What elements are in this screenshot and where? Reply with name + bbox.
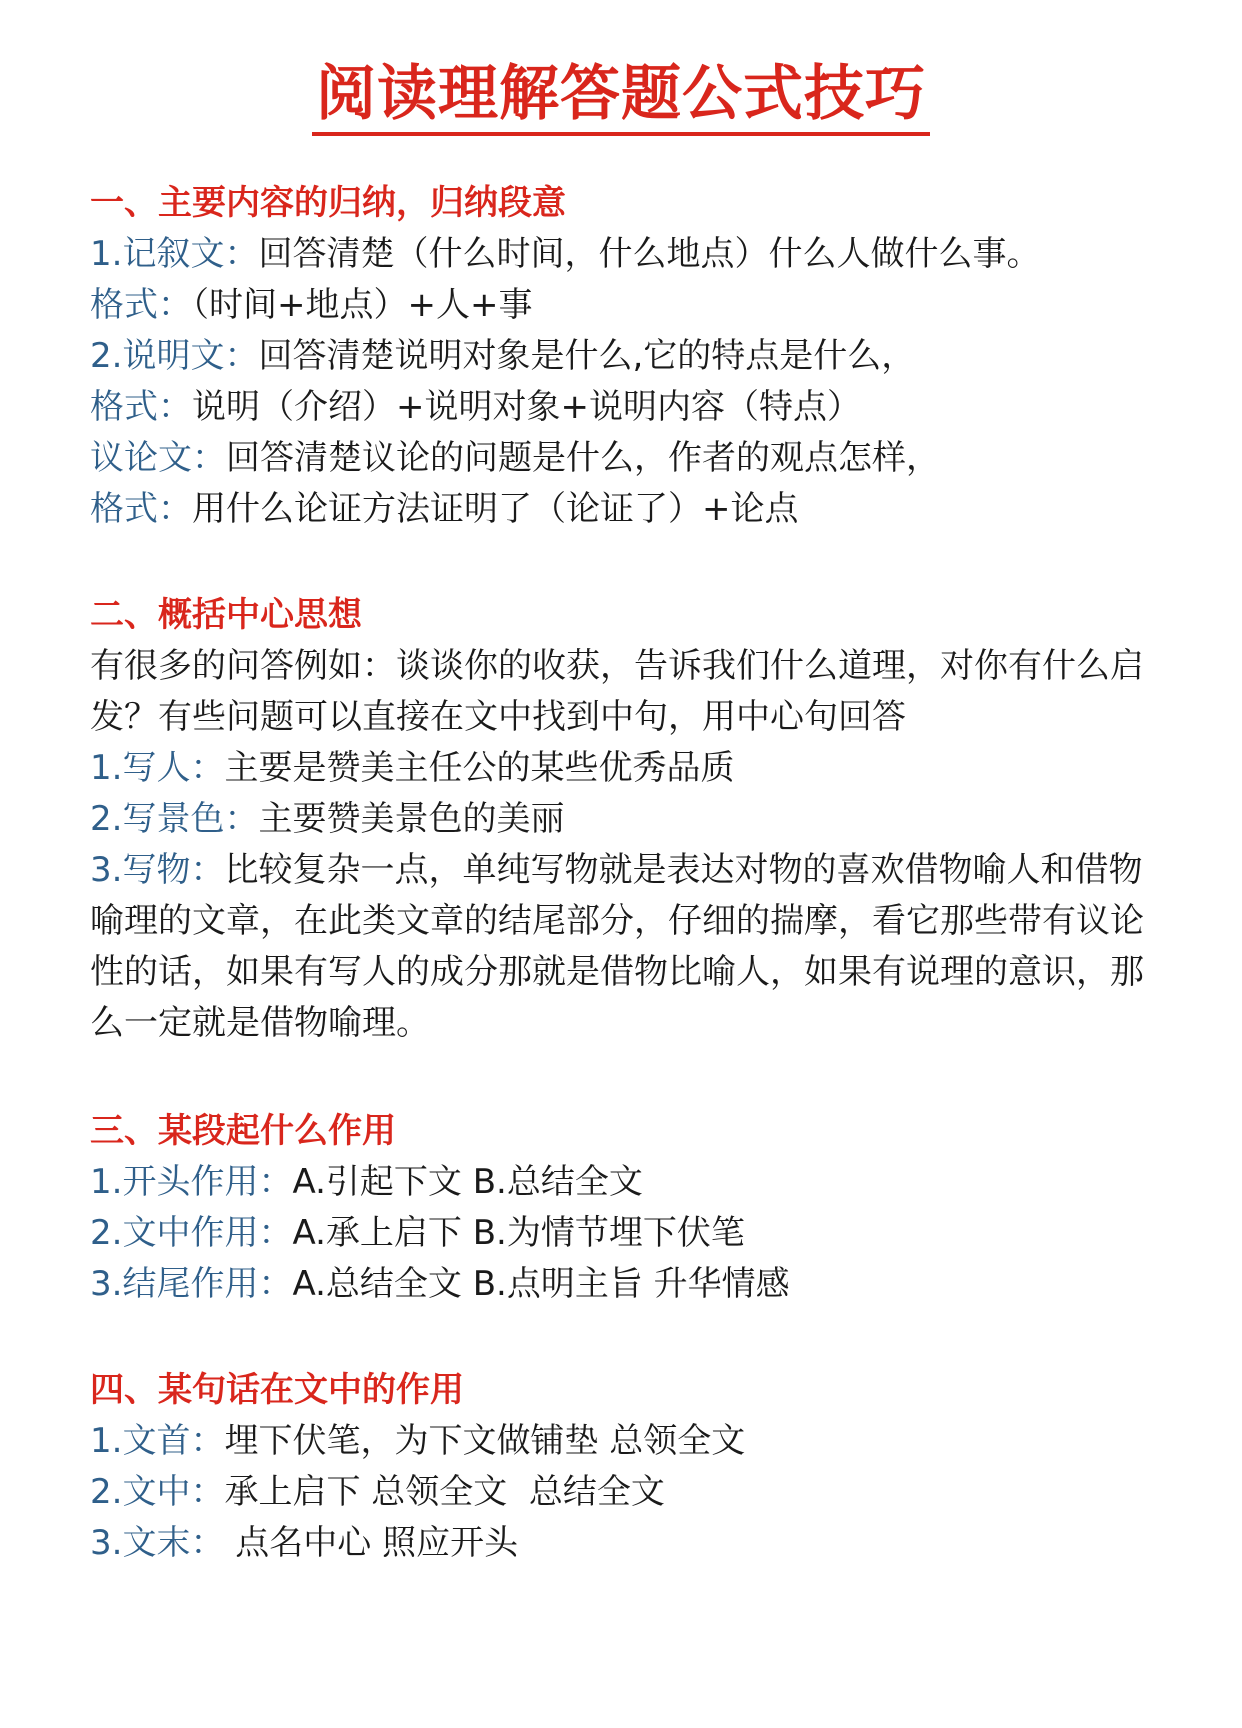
list-item <box>90 743 1172 794</box>
item-text: 说明（介绍）+说明对象+说明内容（特点） <box>192 387 861 427</box>
item-label: 议论文： <box>90 438 226 478</box>
section-heading: 二、概括中心思想 <box>90 595 362 635</box>
list-item <box>90 382 1172 433</box>
item-text: 承上启下 总领全文 总结全文 <box>224 1472 665 1512</box>
list-item <box>90 845 1172 1049</box>
item-label: 1.开头作用： <box>90 1162 293 1202</box>
page-title-text: 阅读理解答题公式技巧 <box>312 58 930 136</box>
list-item <box>90 794 1172 845</box>
list-item <box>90 484 1172 535</box>
item-text: A.引起下文 B.总结全文 <box>292 1162 643 1202</box>
item-label: 2.文中： <box>90 1472 225 1512</box>
item-text: A.承上启下 B.为情节埋下伏笔 <box>292 1213 745 1253</box>
item-text: 回答清楚说明对象是什么,它的特点是什么， <box>258 336 916 376</box>
list-item <box>90 1467 1172 1518</box>
list-item <box>90 1416 1172 1467</box>
item-label: 格式： <box>90 387 192 427</box>
list-item <box>90 229 1172 280</box>
section-sentence-function <box>90 1365 1172 1569</box>
item-label: 2.说明文： <box>90 336 259 376</box>
item-label: 3.写物： <box>90 850 225 890</box>
item-label: 3.结尾作用： <box>90 1264 293 1304</box>
item-text: 主要赞美景色的美丽 <box>258 799 565 839</box>
item-text: 主要是赞美主任公的某些优秀品质 <box>224 748 735 788</box>
item-label: 2.文中作用： <box>90 1213 293 1253</box>
item-label: 1.写人： <box>90 748 225 788</box>
list-item <box>90 1208 1172 1259</box>
item-label: 1.文首： <box>90 1421 225 1461</box>
list-item <box>90 433 1172 484</box>
item-label: 格式： <box>90 285 192 325</box>
list-item <box>90 331 1172 382</box>
section-heading: 三、某段起什么作用 <box>90 1111 396 1151</box>
section-central-idea <box>90 590 1172 1049</box>
item-label: 格式： <box>90 489 192 529</box>
page-title <box>0 58 1242 136</box>
section-heading: 四、某句话在文中的作用 <box>90 1370 464 1410</box>
list-item <box>90 280 1172 331</box>
section-heading: 一、主要内容的归纳，归纳段意 <box>90 183 566 223</box>
item-text: 回答清楚（什么时间，什么地点）什么人做什么事。 <box>258 234 1041 274</box>
list-item <box>90 1259 1172 1310</box>
item-label: 1.记叙文： <box>90 234 259 274</box>
section-intro: 有很多的问答例如：谈谈你的收获，告诉我们什么道理，对你有什么启发？有些问题可以直接在文中找到中句，用中心句回答 <box>90 646 1144 737</box>
item-text: 用什么论证方法证明了（论证了）+论点 <box>192 489 799 529</box>
item-text: 回答清楚议论的问题是什么，作者的观点怎样， <box>226 438 940 478</box>
item-text: A.总结全文 B.点明主旨 升华情感 <box>292 1264 790 1304</box>
item-text: （时间+地点）+人+事 <box>192 285 533 325</box>
item-label: 3.文末： <box>90 1523 225 1563</box>
section-paragraph-function <box>90 1106 1172 1310</box>
section-main-content-summary <box>90 178 1172 535</box>
item-label: 2.写景色： <box>90 799 259 839</box>
list-item <box>90 1157 1172 1208</box>
item-text: 比较复杂一点，单纯写物就是表达对物的喜欢借物喻人和借物喻理的文章，在此类文章的结尾部分，仔细的揣摩，看它那些带有议论性的话，如果有写人的成分那就是借物比喻人，如果有说理的意识，那么一定就是借物喻理。 <box>90 850 1144 1043</box>
list-item <box>90 1518 1172 1569</box>
item-text: 点名中心 照应开头 <box>224 1523 519 1563</box>
item-text: 埋下伏笔，为下文做铺垫 总领全文 <box>224 1421 746 1461</box>
